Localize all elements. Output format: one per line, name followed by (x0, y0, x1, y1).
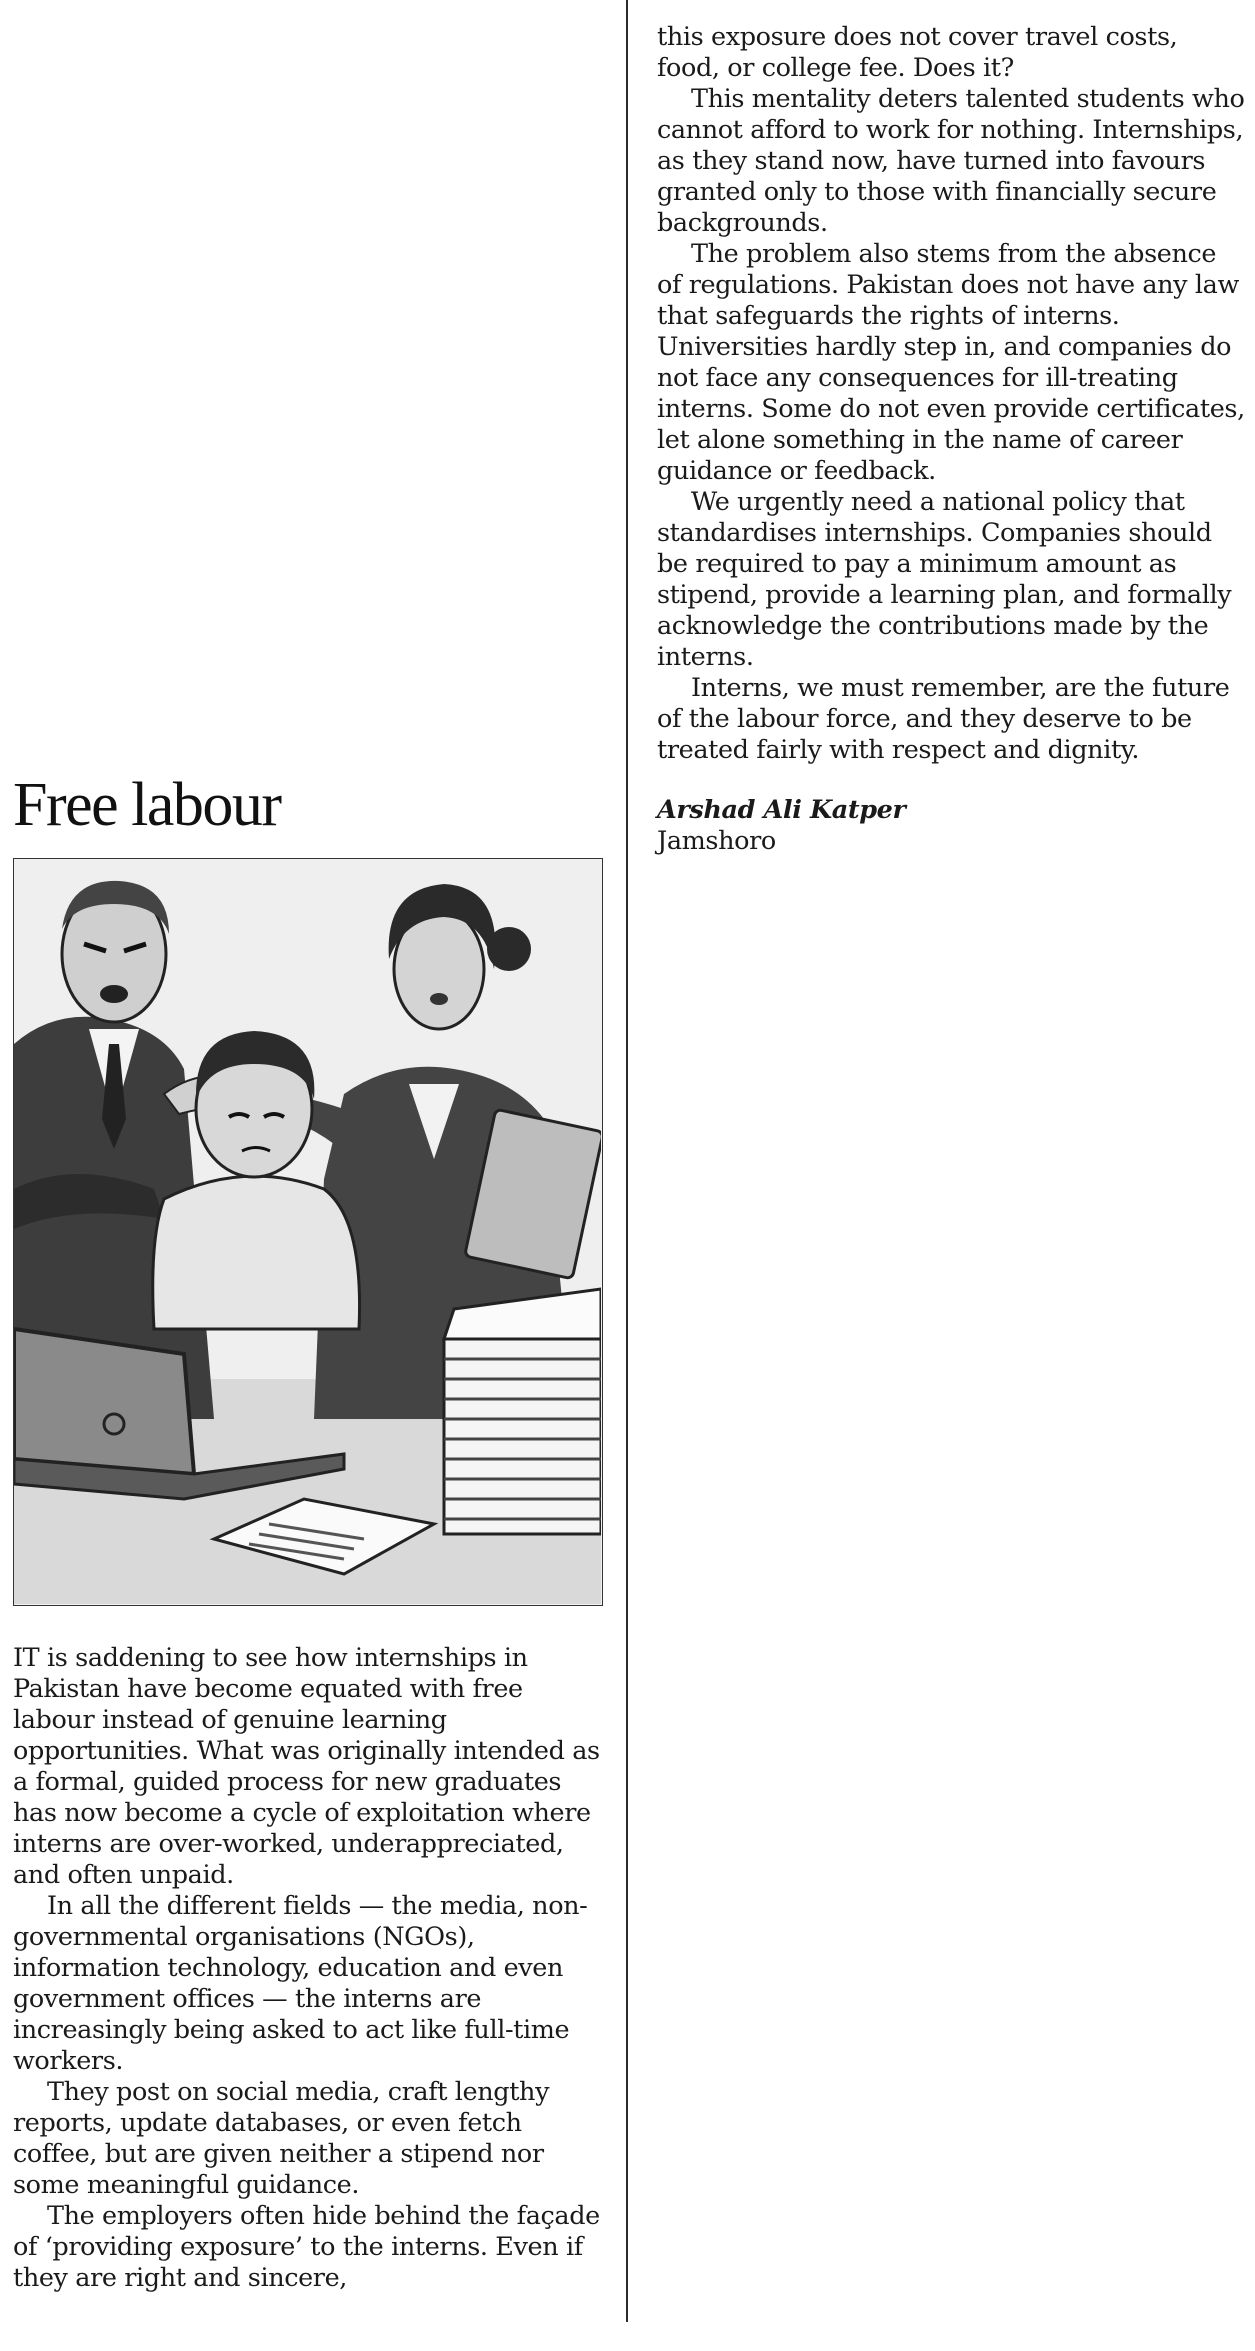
author-location: Jamshoro (657, 826, 776, 856)
paragraph: They post on social media, craft lengthy reports, update databases, or even fetch coffee, but are given neither a stipend nor some meaningful guidance. (13, 2077, 550, 2200)
paper-stack-icon (444, 1289, 601, 1534)
left-body-text (13, 1643, 605, 2294)
paragraph: In all the different fields — the media, non-governmental organisations (NGOs), information technology, education and even government offices — the interns are increasingly being asked to act like full-time workers. (13, 1891, 588, 2076)
paragraph: Interns, we must remember, are the future of the labour force, and they deserve to be treated fairly with respect and dignity. (657, 673, 1230, 765)
paragraph: We urgently need a national policy that standardises internships. Companies should be required to pay a minimum amount as stipend, provide a learning plan, and formally acknowledge the contributions made by the interns. (657, 487, 1232, 672)
paragraph: IT is saddening to see how internships in Pakistan have become equated with free labour instead of genuine learning opportunities. What was originally intended as a formal, guided process for new graduates has now become a cycle of exploitation where interns are over-worked, underappreciated, and often unpaid. (13, 1643, 600, 1890)
author-name: Arshad Ali Katper (657, 795, 906, 825)
column-divider (626, 0, 628, 2322)
left-column (13, 0, 605, 2351)
paragraph: The problem also stems from the absence of regulations. Pakistan does not have any law that safeguards the rights of interns. Universities hardly step in, and companies do not face any consequences for ill-treating interns. Some do not even provide certificates, let alone something in the name of career guidance or feedback. (657, 239, 1245, 486)
overworked-intern-illustration (13, 858, 603, 1606)
right-column (657, 22, 1247, 857)
signature (657, 795, 1247, 857)
paragraph: this exposure does not cover travel costs, food, or college fee. Does it? (657, 22, 1178, 83)
headline: Free labour (13, 771, 281, 839)
paragraph: This mentality deters talented students who cannot afford to work for nothing. Internships, as they stand now, have turned into favours granted only to those with financially secure backgrounds. (657, 84, 1245, 238)
paragraph: The employers often hide behind the façade of ‘providing exposure’ to the interns. Even if they are right and sincere, (13, 2201, 600, 2293)
illustration-art (14, 859, 601, 1604)
